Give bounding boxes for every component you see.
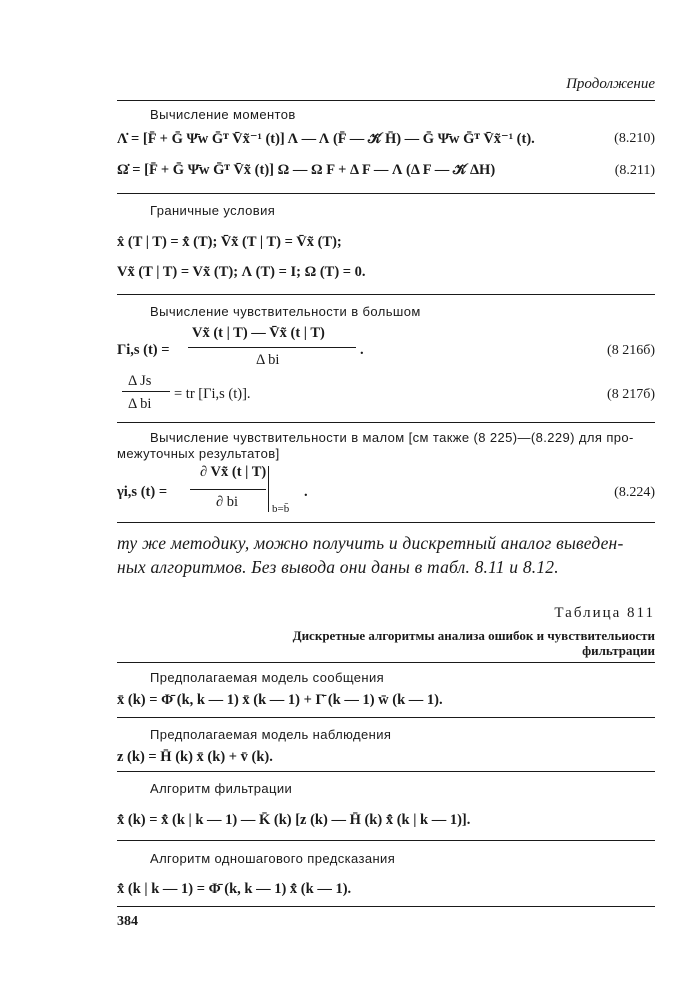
equation-8-224-lhs: γi,s (t) = <box>117 484 168 500</box>
table-rule <box>117 906 655 907</box>
equation-number-8-217: (8 217б) <box>607 387 655 402</box>
table-row-equation: x̂̄ (k) = x̂̄ (k | k — 1) — K̄ (k) [z (k) — H̄ (k) x̂̄ (k | k — 1)]. <box>117 812 471 828</box>
equation-8-211: Ω̇ = [F̄ + Ḡ Ψ̄w Ḡᵀ V̄x̃ (t)] Ω — Ω F + Δ F — Λ (Δ F — 𝒦̄ ΔH) <box>117 162 496 178</box>
section-rule <box>117 294 655 295</box>
evaluation-bar <box>268 466 269 512</box>
paragraph-line-2: ных алгоритмов. Без вывода они даны в табл. 8.11 и 8.12. <box>117 557 559 577</box>
equation-number-8-216: (8 216б) <box>607 343 655 358</box>
equation-number-8-211: (8.211) <box>614 163 655 178</box>
continuation-label: Продолжение <box>566 76 655 92</box>
table-label: Таблица 811 <box>554 605 655 621</box>
section-heading-boundary: Граничные условия <box>150 203 276 218</box>
page-number: 384 <box>117 914 138 929</box>
equation-8-217-numerator: Δ Js <box>128 373 152 389</box>
paragraph-line-1: ту же методику, можно получить и дискретный аналог выведен- <box>117 533 624 553</box>
fraction-bar <box>190 489 266 490</box>
table-row-heading: Алгоритм фильтрации <box>150 781 293 796</box>
fraction-bar <box>188 347 356 348</box>
equation-number-8-224: (8.224) <box>614 485 655 500</box>
equation-8-224-numerator: ∂ Vx̃ (t | T) <box>200 464 267 480</box>
table-row-equation: x̂̄ (k | k — 1) = Φ̄ (k, k — 1) x̂̄ (k — 1). <box>117 881 352 897</box>
table-row-equation: z (k) = H̄ (k) x̄ (k) + v̄ (k). <box>117 749 273 765</box>
table-rule <box>117 662 655 663</box>
section-heading-sensitivity-small-cont: межуточных результатов] <box>117 446 280 461</box>
boundary-equation-2: Vx̃ (T | T) = Vx̃ (T); Λ (T) = I; Ω (T) = 0. <box>117 264 366 280</box>
section-heading-sensitivity-small: Вычисление чувствительности в малом [см также (8 225)—(8.229) для про- <box>150 430 634 445</box>
equation-8-224-denominator: ∂ bi <box>216 494 239 510</box>
section-rule <box>117 422 655 423</box>
section-rule <box>117 193 655 194</box>
boundary-equation-1: x̂ (T | T) = x̂̄ (T); V̄x̃ (T | T) = V̄x̃ (T); <box>117 234 342 250</box>
fraction-bar <box>122 391 170 392</box>
equation-8-210: Λ̇ = [F̄ + Ḡ Ψ̄w Ḡᵀ V̄x̃⁻¹ (t)] Λ — Λ (F̄ — 𝒦̄ H̄) — Ḡ Ψ̄w Ḡᵀ V̄x̃⁻¹ (t). <box>117 131 535 147</box>
table-row-heading: Предполагаемая модель наблюдения <box>150 727 392 742</box>
table-title-line-1: Дискретные алгоритмы анализа ошибок и чувствительиости <box>292 628 655 643</box>
equation-8-216-lhs: Γi,s (t) = <box>117 342 170 358</box>
equation-8-216-denominator: Δ bi <box>256 352 280 368</box>
table-rule <box>117 771 655 772</box>
table-rule <box>117 840 655 841</box>
table-row-heading: Алгоритм одношагового предсказания <box>150 851 396 866</box>
section-heading-sensitivity-large: Вычисление чувствительности в большом <box>150 304 421 319</box>
section-rule <box>117 522 655 523</box>
table-row-heading: Предполагаемая модель сообщения <box>150 670 385 685</box>
equation-number-8-210: (8.210) <box>614 131 655 146</box>
table-rule <box>117 717 655 718</box>
equation-8-217-denominator: Δ bi <box>128 396 152 412</box>
evaluation-subscript: b=b̄ <box>272 503 290 515</box>
equation-8-217-rhs: = tr [Γi,s (t)]. <box>174 386 251 402</box>
equation-8-224-tail: . <box>304 484 308 500</box>
equation-8-216-numerator: Vx̃ (t | T) — V̄x̃ (t | T) <box>192 325 325 341</box>
top-rule <box>117 100 655 101</box>
section-heading-moments: Вычисление моментов <box>150 107 296 122</box>
equation-8-216-tail: . <box>360 342 364 358</box>
table-row-equation: x̄ (k) = Φ̄ (k, k — 1) x̄ (k — 1) + Γ̄ (k — 1) w̄ (k — 1). <box>117 692 443 708</box>
table-title-line-2: фильтрации <box>582 643 655 658</box>
